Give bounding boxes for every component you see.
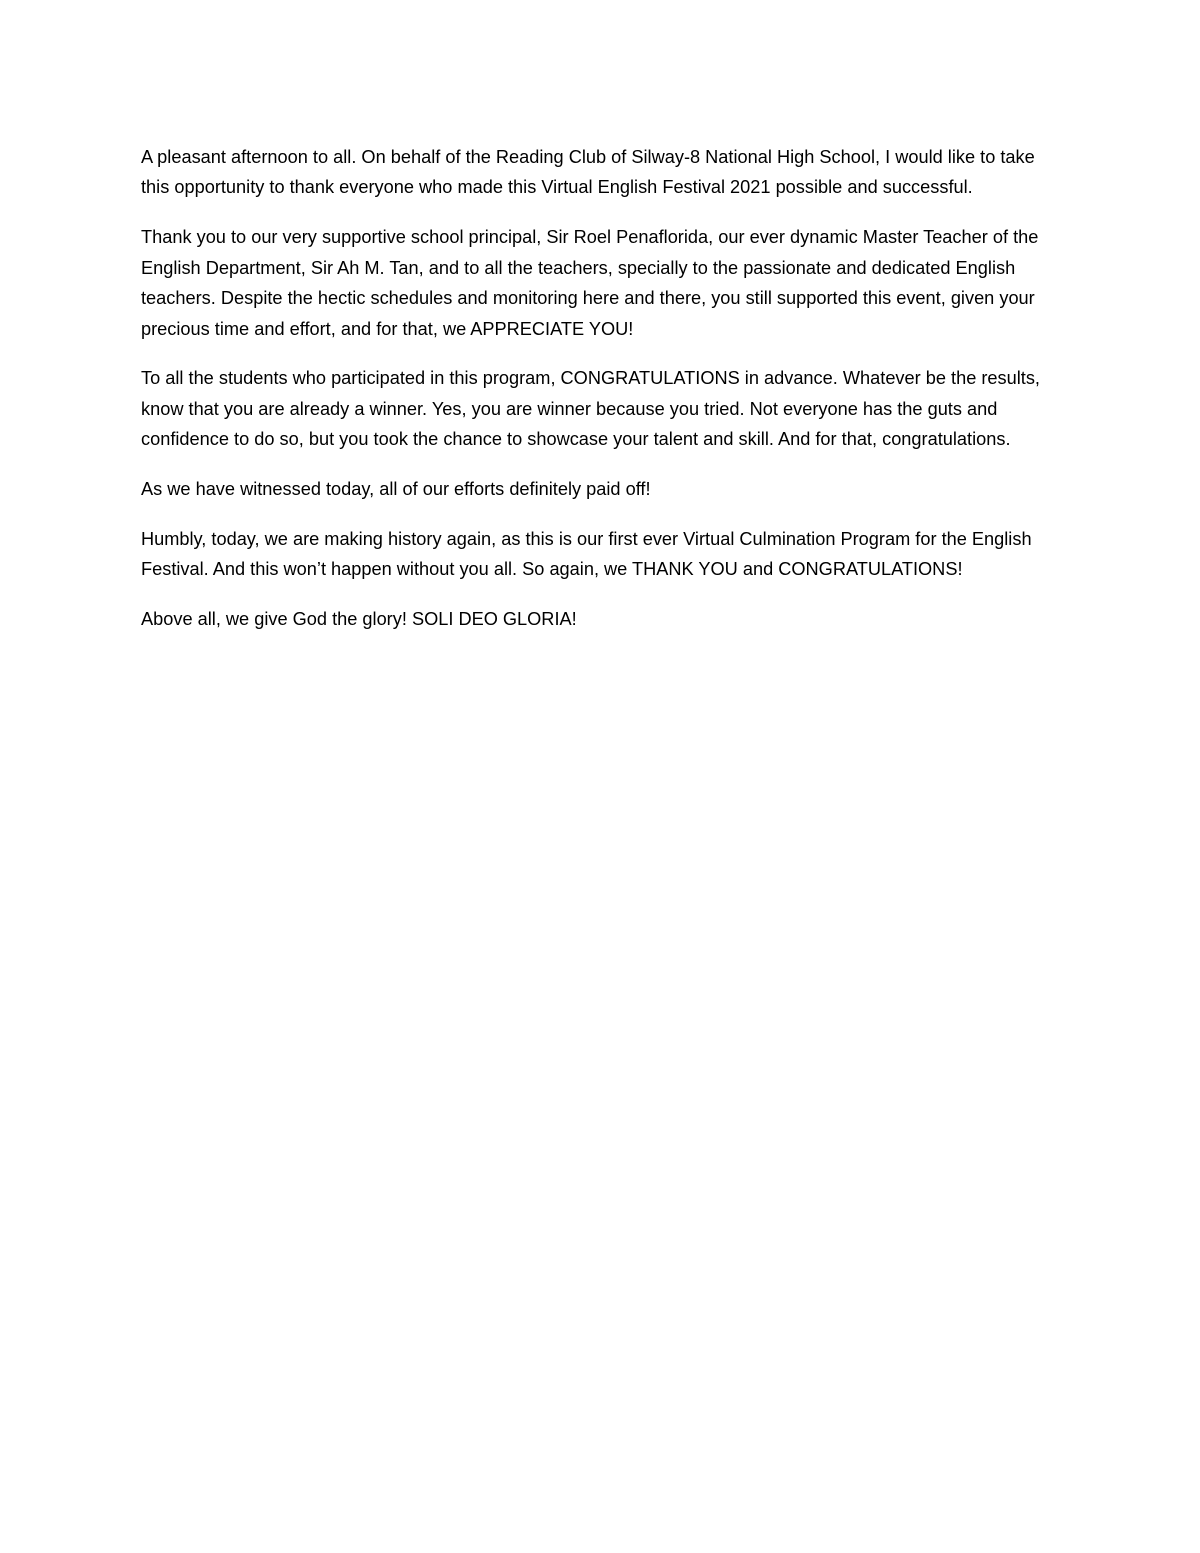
paragraph-greeting: A pleasant afternoon to all. On behalf of the Reading Club of Silway-8 National High School, I would like to take this opportunity to thank everyone who made this Virtual English Festival 2021 possible and successful. <box>141 147 1035 198</box>
paragraph-congratulate-students: To all the students who participated in this program, CONGRATULATIONS in advance. Whatever be the results, know that you are already a winner. Yes, you are winner because you tried. Not everyone has the guts and confidence to do so, but you took the chance to showcase your talent and skill. And for that, congratulations. <box>141 368 1040 450</box>
paragraph-thanks-teachers: Thank you to our very supportive school principal, Sir Roel Penaflorida, our ever dynamic Master Teacher of the English Department, Sir Ah M. Tan, and to all the teachers, specially to the passionate and dedicated English teachers. Despite the hectic schedules and monitoring here and there, you still supported this event, given your precious time and effort, and for that, we APPRECIATE YOU! <box>141 227 1039 339</box>
paragraph-efforts: As we have witnessed today, all of our efforts definitely paid off! <box>141 479 651 500</box>
paragraph-history: Humbly, today, we are making history again, as this is our first ever Virtual Culmination Program for the English Festival. And this won’t happen without you all. So again, we THANK YOU and CONGRATULATIONS! <box>141 529 1032 580</box>
document-body <box>141 142 1066 654</box>
paragraph-closing: Above all, we give God the glory! SOLI DEO GLORIA! <box>141 609 577 630</box>
